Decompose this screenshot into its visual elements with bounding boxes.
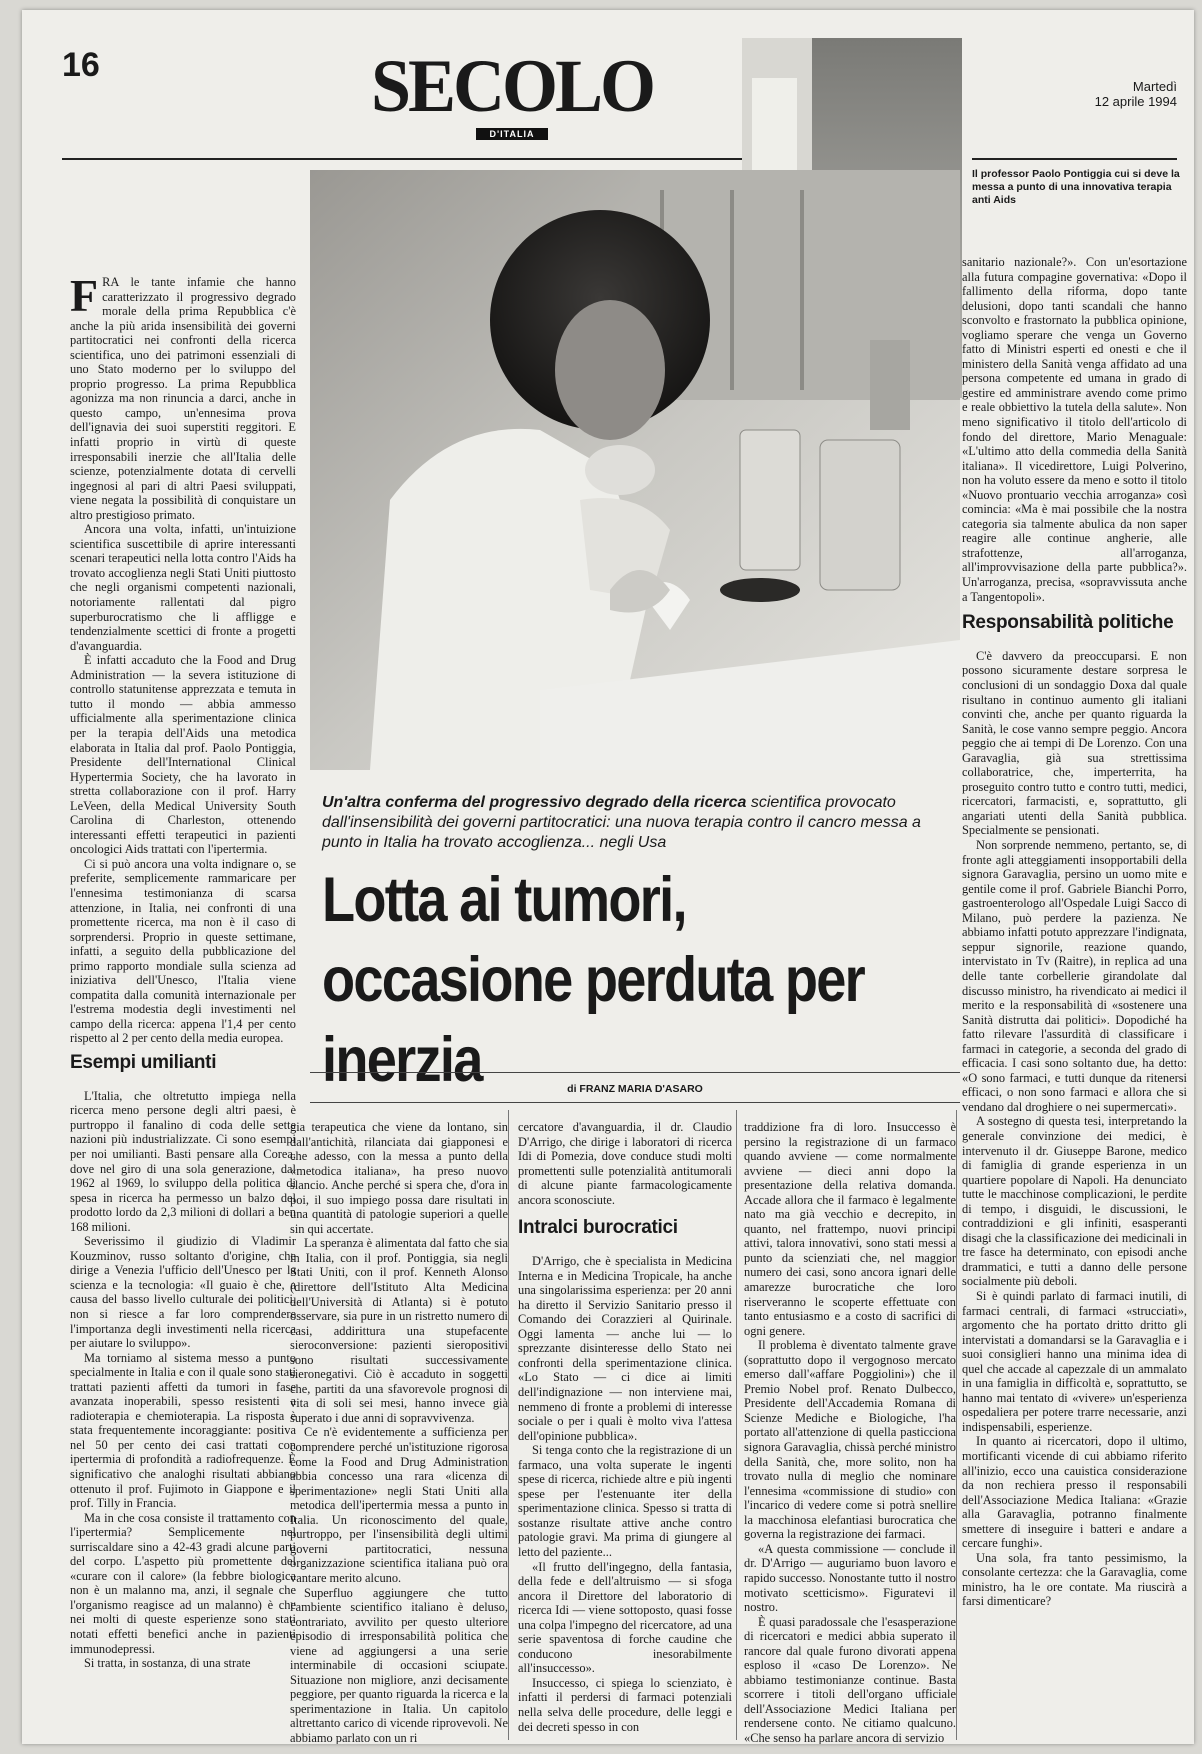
paragraph: La speranza è alimentata dal fatto che sia in Italia, con il prof. Pontiggia, sia negli Stati Uniti, con il prof. Kenneth Alonso (direttore dell'Istituto Alta Medicina dell'Università di Atlanta) si è potuto osservare, sia pure in un ristretto numero di casi, addirittura una stupefacente sieroconversione: pazienti sieropositivi sono risultati successivamente sieronegativi. Ciò è accaduto in soggetti che, partiti da una sfavorevole prognosi di vita di soli sei mesi, hanno invece già superato i due anni di sopravvivenza. <box>290 1236 508 1425</box>
paragraph: Ma in che cosa consiste il trattamento con l'ipertermia? Semplicemente nel surriscaldare sino a 42-43 gradi alcune parti del corpo. L'aspetto più promettente del «curare con il calore» (la febbre biologica non è un malanno ma, anzi, il segnale che l'organismo reagisce ad un malanno) è che nei molti di queste esperienze sono stati notati effetti benefici anche in pazienti immunodepressi. <box>70 1510 296 1656</box>
header-rule-right <box>972 158 1177 160</box>
paragraph: traddizione fra di loro. Insuccesso è persino la registrazione di un farmaco quando avviene — come normalmente avviene — dieci anni dopo la presentazione della relativa domanda. Accade allora che il farmaco è legalmente nato ma già vecchio e decrepito, in quanto, nel frattempo, nuovi principi attivi, talora innovativi, sono stati messi a punto da scienziati che, nel maggior numero dei casi, sono ancora ignari delle amarezze burocratiche che loro riserveranno le scoperte effettuate con tanto entusiasmo e a costo di sacrifici di ogni genere. <box>744 1120 956 1338</box>
paragraph: È quasi paradossale che l'esasperazione di ricercatori e medici abbia superato il rancore dal quale furono divorati appena esploso il «caso De Lorenzo». Ne abbiamo testimonianze continue. Basta scorrere i titoli dell'organo ufficiale dell'Associazione Medici Italiana per rendersene conto. Ne citiamo qualcuno. «Che senso ha parlare ancora di servizio <box>744 1614 956 1744</box>
byline-rule-bottom <box>310 1102 960 1103</box>
masthead-title: SECOLO <box>370 44 654 128</box>
paragraph: sanitario nazionale?». Con un'esortazione alla futura compagine governativa: «Dopo il fallimento della riforma, dopo tante delusioni, dopo tanti scandali che hanno sconvolto e frastornato la pubblica opinione, vogliamo sperare che venga un Governo fatto di Ministri esperti ed onesti e che il ministero della Sanità venga affidato ad una persona competente ed umana in grado di gestire ed amministrare avendo come primo e reale obbiettivo la tutela della salute». Non meno significativo il titolo dell'articolo di fondo del direttore, Mario Menaguale: «L'ultimo atto della commedia della Sanità italiana». Il vicedirettore, Luigi Polverino, non ha voluto essere da meno e sotto il titolo «Nuovo prontuario vecchia arroganza» così comincia: «Ma è mai possibile che la nostra categoria sia talmente abulica da non saper reagire alle continue angherie, alle strafottenze, all'arroganza, all'improvvisazione della parte pubblica?». Un'arroganza, precisa, «sopravvissuta anche a Tangentopoli». <box>962 255 1187 604</box>
paragraph: Superfluo aggiungere che tutto l'ambiente scientifico italiano è deluso, contrariato, avvilito per questo ulteriore episodio di irresponsabilità politica che viene ad aggiungersi a una serie interminabile di occasioni sciupate. Situazione non migliore, anzi decisamente peggiore, per quanto riguarda la ricerca e la sperimentazione in Italia. Un capitolo altrettanto carico di vicende riprovevoli. Ne abbiamo parlato con un ri <box>290 1585 508 1744</box>
paragraph: cercatore d'avanguardia, il dr. Claudio D'Arrigo, che dirige i laboratori di ricerca Idi di Pomezia, dove conduce studi molti promettenti sulle potenzialità antitumorali di alcune piante farmacologicamente ancora sconosciute. <box>518 1120 732 1207</box>
paragraph: «Il frutto dell'ingegno, della fantasia, della fede e dell'altruismo — si sfoga ancora il Direttore del laboratorio di ricerca Idi — viene sottoposto, quasi fosse una colpa l'impegno del ricercatore, ad una serie spaventosa di forche caudine che conducono inesorabilmente all'insuccesso». <box>518 1559 732 1676</box>
headline: Lotta ai tumori, occasione perduta per inerzia <box>322 865 864 1095</box>
paragraph: È infatti accaduto che la Food and Drug Administration — la severa istituzione di controllo statunitense apprezzata e temuta in tutto il mondo — abbia ammesso ufficialmente alla sperimentazione clinica per la terapia dell'Aids una metodica elaborata in Italia dal prof. Paolo Pontiggia, Presidente dell'International Clinical Hypertermia Society, che ha lavorato in stretta collaborazione con il prof. Harry LeVeen, della Medical University South Carolina di Charleston, ottenendo interessanti effetti terapeutici in pazienti oncologici Aids trattati con l'ipertermia. <box>70 653 296 857</box>
column-divider <box>508 1110 509 1740</box>
deck-bold: Un'altra conferma del progressivo degrado della ricerca <box>322 794 747 811</box>
paragraph: Una sola, fra tanto pessimismo, la consolante certezza: che la Garavaglia, come ministro, ha le ore contate. Ma riuscirà a farsi dimenticare? <box>962 1550 1187 1609</box>
paragraph: Ancora una volta, infatti, un'intuizione scientifica suscettibile di aprire interessanti scenari terapeutici nella lotta contro l'Aids ha trovato accoglienza negli Stati Uniti piuttosto che negli organismi competenti nazionali, notoriamente rallentati dal pigro superburocratismo che li affligge e tendenzialmente scettici di fronte a progetti d'avanguardia. <box>70 522 296 653</box>
paragraph: Non sorprende nemmeno, pertanto, se, di fronte agli atteggiamenti insopportabili della signora Garavaglia, persino un uomo mite e gentile come il prof. Gabriele Bianchi Porro, gastroenterologo all'Ospedale Luigi Sacco di Milano, può perdere la pazienza. Ne abbiamo infatti potuto apprezzare l'indignata, seppur signorile, reazione quando, intervistato in Tv (Raitre), in replica ad una delle tante corbellerie girandolate dal discusso ministro, ha rivendicato ai medici il merito e la responsabilità di «sostenere una Sanità distrutta dai politici». Dopodiché ha fatto rilevare l'assurdità di classificare i farmaci in categorie, a seconda del grado di efficacia. I casi sono soltanto due, ha detto: «O sono farmaci, e tutti dunque da ritenersi efficaci, o non sono farmaci e allora che si vendano dal droghiere o nei supermercati». <box>962 838 1187 1114</box>
article-column-bottom-3 <box>744 1120 956 1744</box>
article-column-left <box>70 275 296 1744</box>
paragraph: D'Arrigo, che è specialista in Medicina Interna e in Medicina Tropicale, ha anche una singolarissima esperienza: per 20 anni ha diretto il Servizio Sanitario presso il Comando dei Corazzieri al Quirinale. Oggi lamenta — anche lui — lo sprezzante disinteresse dello Stato nei confronti della sperimentazione clinica. «Lo Stato — ci dice ai limiti dell'indignazione — non interviene mai, nemmeno di fronte a problemi di interesse sociale o per i quali è molto viva l'attesa dell'opinione pubblica». <box>518 1254 732 1443</box>
date-full: 12 aprile 1994 <box>1094 93 1177 109</box>
masthead <box>367 44 657 141</box>
paragraph: Insuccesso, ci spiega lo scienziato, è infatti il perdersi di farmaci potenziali nella selva delle procedure, delle leggi e dei decreti spesso in con <box>518 1675 732 1734</box>
lab-photo-image <box>310 170 960 770</box>
newspaper-page <box>22 10 1194 1744</box>
byline: di FRANZ MARIA D'ASARO <box>567 1083 703 1095</box>
paragraph: In quanto ai ricercatori, dopo il ultimo, mortificanti vicende di cui abbiamo riferito all'inizio, ecco una cauistica considerazione da non rechiera presso il responsabili dell'Associazione Medica Italiana: «Grazie alla Garavaglia, potranno finalmente smettere di inseguire i batteri e andare a cercare funghi». <box>962 1434 1187 1551</box>
paragraph: A sostegno di questa tesi, interpretando la generale convinzione dei medici, è intervenuto il dr. Giuseppe Barone, medico di famiglia di grande esperienza in un quartiere popolare di Napoli. Ha denunciato tutte le macchinose complicazioni, le perdite di tempo, i disguidi, le discussioni, le contraddizioni e gli infiniti, esasperanti disagi che la classificazione dei medicinali in tre fasce ha determinato, con episodi anche drammatici, e tutti a danno delle persone socialmente più deboli. <box>962 1114 1187 1289</box>
paragraph: «A questa commissione — conclude il dr. D'Arrigo — auguriamo buon lavoro e rapido successo. Nonostante tutto il nostro motivato scetticismo». Figuratevi il nostro. <box>744 1541 956 1615</box>
subheading: Intralci burocratici <box>518 1217 678 1239</box>
paragraph: Ma torniamo al sistema messo a punto specialmente in Italia e con il quale sono stati trattati pazienti affetti da tumori in fase avanzata inoperabili, spesso resistenti a radioterapia e chemioterapia. La risposta è stata frequentemente incoraggiante: positiva nel 50 per cento dei casi trattati con ipertermia di profondità a radiofrequenze. È significativo che analoghi risultati abbiano ottenuto il prof. Fujimoto in Giappone e il prof. Tilly in Francia. <box>70 1350 296 1511</box>
paragraph <box>70 275 296 522</box>
date-day: Martedì <box>1132 79 1177 94</box>
article-column-bottom-2 <box>518 1120 732 1744</box>
subheading: Esempi umilianti <box>70 1051 217 1073</box>
paragraph: Si tratta, in sostanza, di una strate <box>84 1656 251 1671</box>
paragraph: Ci si può ancora una volta indignare o, se preferite, semplicemente rammaricare per l'ennesima testimonianza di scarsa attenzione, in Italia, nei confronti di una promettente ricerca, ma non è il caso di sorprendersi. Proprio in queste settimane, infatti, a seguito della pubblicazione del primo rapporto mondiale sulla scienza ad iniziativa dell'Unesco, l'Italia viene compatita dalla comunità internazionale per l'estrema modestia degli investimenti nel campo della ricerca: appena l'1,4 per cento rispetto al 2 per cento della media europea. <box>70 856 296 1046</box>
paragraph: L'Italia, che oltretutto impiega nella ricerca meno persone degli altri paesi, è purtroppo il fanalino di coda delle sette nazioni più industrializzate. Ci sono esempi per noi umilianti. Basti pensare alla Corea, dove nel giro di una sola generazione, dal 1962 al 1969, lo sviluppo della politica di spesa in ricerca ha permesso un balzo del prodotto lordo da 2,3 milioni di dollari a ben 168 milioni. <box>70 1088 296 1234</box>
byline-rule-top <box>310 1072 960 1073</box>
paragraph: gia terapeutica che viene da lontano, sin dall'antichità, rilanciata dai giapponesi e che adesso, con la messa a punto della «metodica italiana», ha preso nuovo slancio. Anche perché si spera che, d'ora in poi, il suo impiego possa dare risultati in una quantità di patologie superiori a quelle sin qui accertate. <box>290 1120 508 1236</box>
masthead-subtitle: D'ITALIA <box>476 128 549 140</box>
paragraph: Severissimo il giudizio di Vladimir Kouzminov, russo soltanto d'origine, che dirige a Venezia l'ufficio dell'Unesco per la scienza e la tecnologia: «Il guaio è che, a causa del basso livello culturale dei politici, non si riesce a far loro comprendere l'importanza degli investimenti nella ricerca per aiutare lo sviluppo». <box>70 1234 296 1351</box>
drop-cap: F <box>70 275 99 321</box>
column-divider <box>956 1110 957 1740</box>
photo-caption: Il professor Paolo Pontiggia cui si deve la messa a punto di una innovativa terapia anti Aids <box>972 168 1180 207</box>
paragraph: Ce n'è evidentemente a sufficienza per comprendere perché un'istituzione rigorosa come la Food and Drug Administration abbia concesso una rara «licenza di sperimentazione» negli Stati Uniti alla metodica dell'ipertermia messa a punto in Italia. Un riconoscimento del quale, purtroppo, per l'insensibilità degli ultimi governi partitocratici, nessuna organizzazione scientifica italiana può ora vantare merito alcuno. <box>290 1425 508 1585</box>
lab-photo <box>310 170 960 770</box>
article-column-right <box>962 255 1187 1744</box>
paragraph: Si è quindi parlato di farmaci inutili, di farmaci centrali, di farmaci «strucciati», argomento che ha portato dritto dritto gli intervistati a domandarsi se la Garavaglia e i suoi consiglieri hanno una minima idea di quel che accade al capezzale di un ammalato in una famiglia in difficoltà e, soprattutto, se hanno mai tentato di «vivere» un'esperienza ospedaliera per potere trarre necessarie, anzi indispensabili, esperienze. <box>962 1288 1187 1434</box>
subheading: Responsabilità politiche <box>962 612 1174 634</box>
header-rule <box>62 158 742 160</box>
headline-deck <box>322 793 952 853</box>
article-column-bottom-1 <box>290 1120 508 1744</box>
paragraph: Si tenga conto che la registrazione di un farmaco, una volta superate le ingenti spese di ricerca, richiede altre e più ingenti spese per l'estenuante iter della sperimentazione clinica. Spesso si tratta di sostanze risultate attive anche contro patologie gravi. Ma prima di giungere al letto del paziente... <box>518 1443 732 1560</box>
deck-rest: scientifica provocato dall'insensibilità dei governi partitocratici: una nuova terapia contro il cancro messa a punto in Italia ha trovato accoglienza... negli Usa <box>322 794 921 851</box>
paragraph: Il problema è diventato talmente grave (soprattutto dopo il vergognoso mercato emerso dall'«affare Poggiolini») che il Premio Nobel prof. Renato Dulbecco, Presidente dell'Accademia Romana di Scienze Mediche e Biologiche, l'ha portato all'attenzione di quella pasticciona signora Garavaglia, chissà perché ministro della Sanità, che, more solito, non ha trovato nulla di meglio che nominare l'ennesima «commissione di studio» con l'incarico di vedere come si potrà snellire la macchinosa elefantiasi burocratica che governa la registrazione dei farmaci. <box>744 1338 956 1542</box>
paragraph: C'è davvero da preoccuparsi. E non possono sicuramente destare sorpresa le conclusioni di un sondaggio Doxa dal quale risultano in continuo aumento gli italiani convinti che, anche per quanto riguarda la Sanità, le cose vanno sempre peggio. Ancora peggio che ai tempi di De Lorenzo. Con una Garavaglia, già sua strettissima collaboratrice, che, imperterrita, ha proseguito contro tutto e contro tutti, medici, ricercatori, farmacisti, e, soprattutto, gli angariati utenti della Sanità pubblica. Specialmente se pensionati. <box>962 648 1187 838</box>
page-number: 16 <box>62 46 100 84</box>
paragraph-text: RA le tante infamie che hanno caratterizzato il progressivo degrado morale della prima Repubblica c'è anche la più arida insensibilità dei governi partitocratici nei confronti della ricerca scientifica, uno dei patrimoni essenziali di uno Stato moderno per lo sviluppo del proprio progresso. La prima Repubblica agonizza ma non rinuncia a darci, anche in questo campo, un'ennesima prova dell'ignavia dei suoi superstiti reggitori. E infatti proprio in virtù di queste irresponsabili inerzie che all'Italia delle scienze, potenzialmente dotata di cervelli ingegnosi al pari di altri Paesi sviluppati, viene negata la possibilità di conquistare un altro prestigioso primato. <box>70 275 296 522</box>
dateline <box>1062 80 1177 110</box>
column-divider <box>736 1110 737 1740</box>
